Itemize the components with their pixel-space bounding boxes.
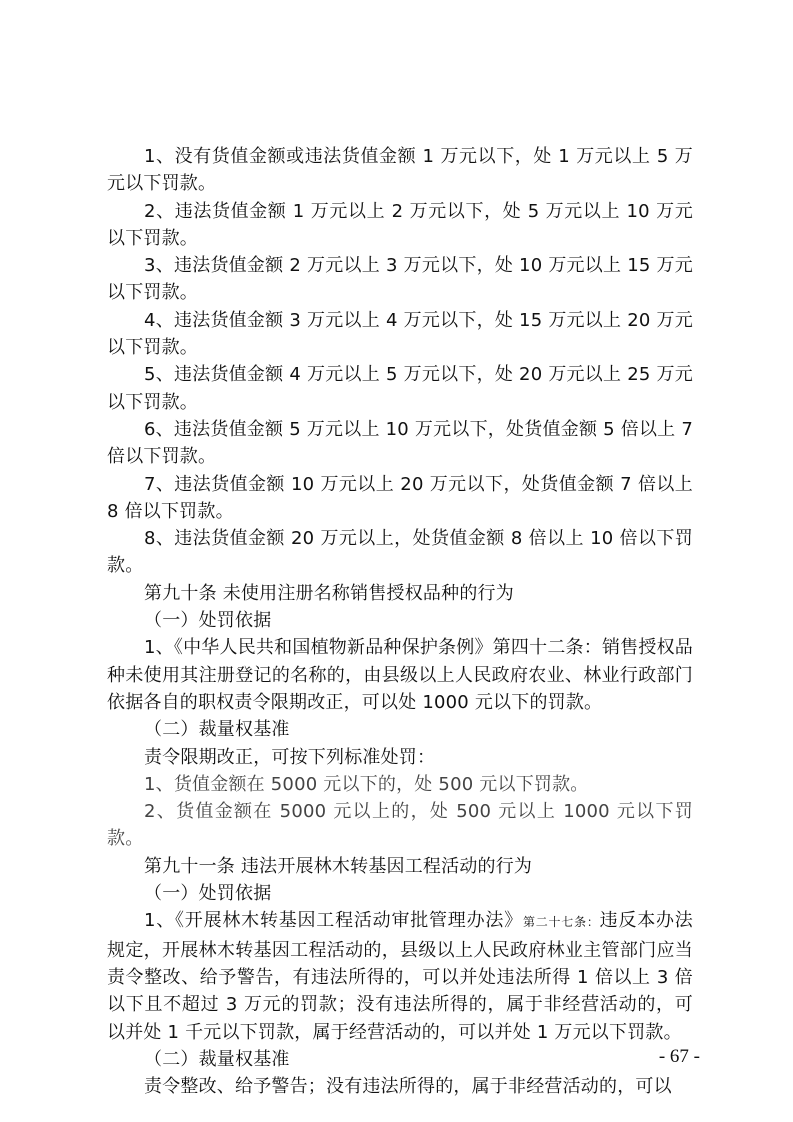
paragraph-item-2: 2、违法货值金额 1 万元以上 2 万元以下，处 5 万元以上 10 万元以下罚款。	[107, 200, 693, 249]
page-body	[107, 143, 693, 1100]
paragraph-item-5: 5、违法货值金额 4 万元以上 5 万元以下，处 20 万元以上 25 万元以下罚款。	[107, 364, 693, 413]
legal-basis-paragraph-2	[107, 907, 693, 1045]
paragraph-item-1: 1、没有货值金额或违法货值金额 1 万元以下，处 1 万元以上 5 万元以下罚款。	[107, 146, 693, 195]
article-heading-91: 第九十一条 违法开展林木转基因工程活动的行为	[144, 855, 533, 877]
regulation-title: 1、《开展林木转基因工程活动审批管理办法》	[144, 910, 523, 932]
legal-basis-paragraph: 1、《中华人民共和国植物新品种保护条例》第四十二条：销售授权品种未使用其注册登记的名称的，由县级以上人民政府农业、林业行政部门依据各自的职权责令限期改正，可以处 1000 元以下的罚款。	[107, 637, 693, 713]
section-heading-basis-2: （一）处罚依据	[144, 883, 272, 905]
paragraph-item-4: 4、违法货值金额 3 万元以上 4 万元以下，处 15 万元以上 20 万元以下罚款。	[107, 309, 693, 359]
section-heading-standard-2: （二）裁量权基准	[144, 1048, 290, 1070]
standard-text-continued: 责令整改、给予警告；没有违法所得的，属于非经营活动的，可以	[144, 1076, 672, 1098]
article-reference: 第二十七条：	[522, 915, 600, 930]
paragraph-item-3: 3、违法货值金额 2 万元以上 3 万元以下，处 10 万元以上 15 万元以下罚款。	[107, 255, 693, 304]
section-heading-basis: （一）处罚依据	[144, 610, 272, 632]
paragraph-item-8: 8、违法货值金额 20 万元以上，处货值金额 8 倍以上 10 倍以下罚款。	[107, 528, 693, 577]
paragraph-item-6: 6、违法货值金额 5 万元以上 10 万元以下，处货值金额 5 倍以上 7 倍以下罚款。	[107, 418, 693, 468]
page-number: - 67 -	[658, 1046, 700, 1067]
standard-item-1: 1、货值金额在 5000 元以下的，处 500 元以下罚款。	[144, 773, 589, 795]
section-heading-standard: （二）裁量权基准	[144, 719, 290, 741]
standard-item-2: 2、货值金额在 5000 元以上的，处 500 元以上 1000 元以下罚款。	[107, 801, 693, 850]
standard-intro: 责令限期改正，可按下列标准处罚：	[144, 746, 436, 768]
regulation-text: 违反本办法规定，开展林木转基因工程活动的，县级以上人民政府林业主管部门应当责令整改、给予警告，有违法所得的，可以并处违法所得 1 倍以上 3 倍以下且不超过 3 万元的罚款；没有违法所得的，属于非经营活动的，可以并处 1 千元以下罚款，属于经营活动的，可以并处 1 万元以下罚款。	[107, 910, 694, 1043]
article-heading-90: 第九十条 未使用注册名称销售授权品种的行为	[144, 582, 514, 604]
paragraph-item-7: 7、违法货值金额 10 万元以上 20 万元以下，处货值金额 7 倍以上 8 倍以下罚款。	[107, 473, 693, 522]
